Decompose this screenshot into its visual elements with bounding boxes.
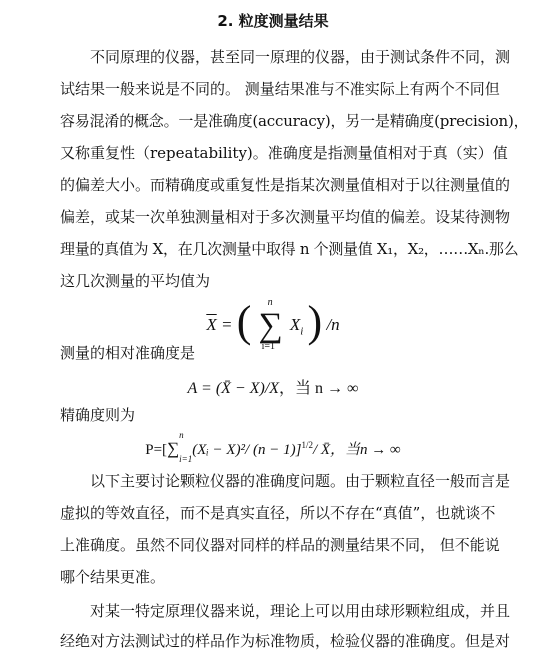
paragraph-line: 又称重复性（repeatability)。准确度是指测量值相对于真（实）值 (60, 144, 508, 162)
paragraph-line: 理量的真值为 X，在几次测量中取得 n 个测量值 X₁，X₂，……Xₙ.那么 (60, 240, 519, 258)
formula-mean: $\overline{X}$ = ( n ∑ i=1 $X_i$ ) /n (206, 297, 340, 352)
paragraph-line: 对某一特定原理仪器来说，理论上可以用由球形颗粒组成，并且 (90, 602, 511, 620)
formula-accuracy: A = (X̄ − X)/X，当 n → ∞ (187, 380, 359, 397)
paragraph-line: 偏差，或某一次单独测量相对于多次测量平均值的偏差。设某待测物 (60, 208, 511, 226)
section-heading: 2. 粒度测量结果 (217, 12, 329, 30)
paragraph-line: 这几次测量的平均值为 (60, 272, 211, 290)
paragraph-line: 上准确度。虽然不同仪器对同样的样品的测量结果不同， 但不能说 (60, 536, 500, 554)
sum-upper: n (267, 297, 273, 308)
paragraph-line: 以下主要讨论颗粒仪器的准确度问题。由于颗粒直径一般而言是 (90, 472, 511, 490)
paragraph-line: 经绝对方法测试过的样品作为标准物质，检验仪器的准确度。但是对 (60, 632, 511, 650)
paragraph-line: 不同原理的仪器，甚至同一原理的仪器，由于测试条件不同，测 (90, 48, 511, 66)
formula-precision: P=[∑ n $_{i=1}$(Xᵢ − X)²/ (n − 1)]$^{1/2}$/ X̄，当n → ∞ (145, 430, 401, 464)
sum-symbol: ∑ (258, 307, 283, 344)
sum-lower: i=1 (261, 341, 276, 352)
mean-tail: /n (326, 315, 340, 334)
paragraph-line: 的偏差大小。而精确度或重复性是指某次测量值相对于以往测量值的 (60, 176, 511, 194)
mean-lhs: $\overline{X}$ (206, 315, 217, 334)
paragraph-line: 哪个结果更准。 (60, 568, 166, 586)
paragraph-line: 精确度则为 (60, 406, 136, 424)
paragraph-line: 测量的相对准确度是 (60, 344, 196, 362)
paragraph-line: 虚拟的等效直径，而不是真实直径，所以不存在“真值”，也就谈不 (60, 504, 496, 522)
paragraph-line: 试结果一般来说是不同的。 测量结果准与不准实际上有两个不同但 (60, 80, 500, 98)
paragraph-line: 容易混淆的概念。一是准确度(accuracy)，另一是精确度(precision)， (60, 112, 529, 130)
